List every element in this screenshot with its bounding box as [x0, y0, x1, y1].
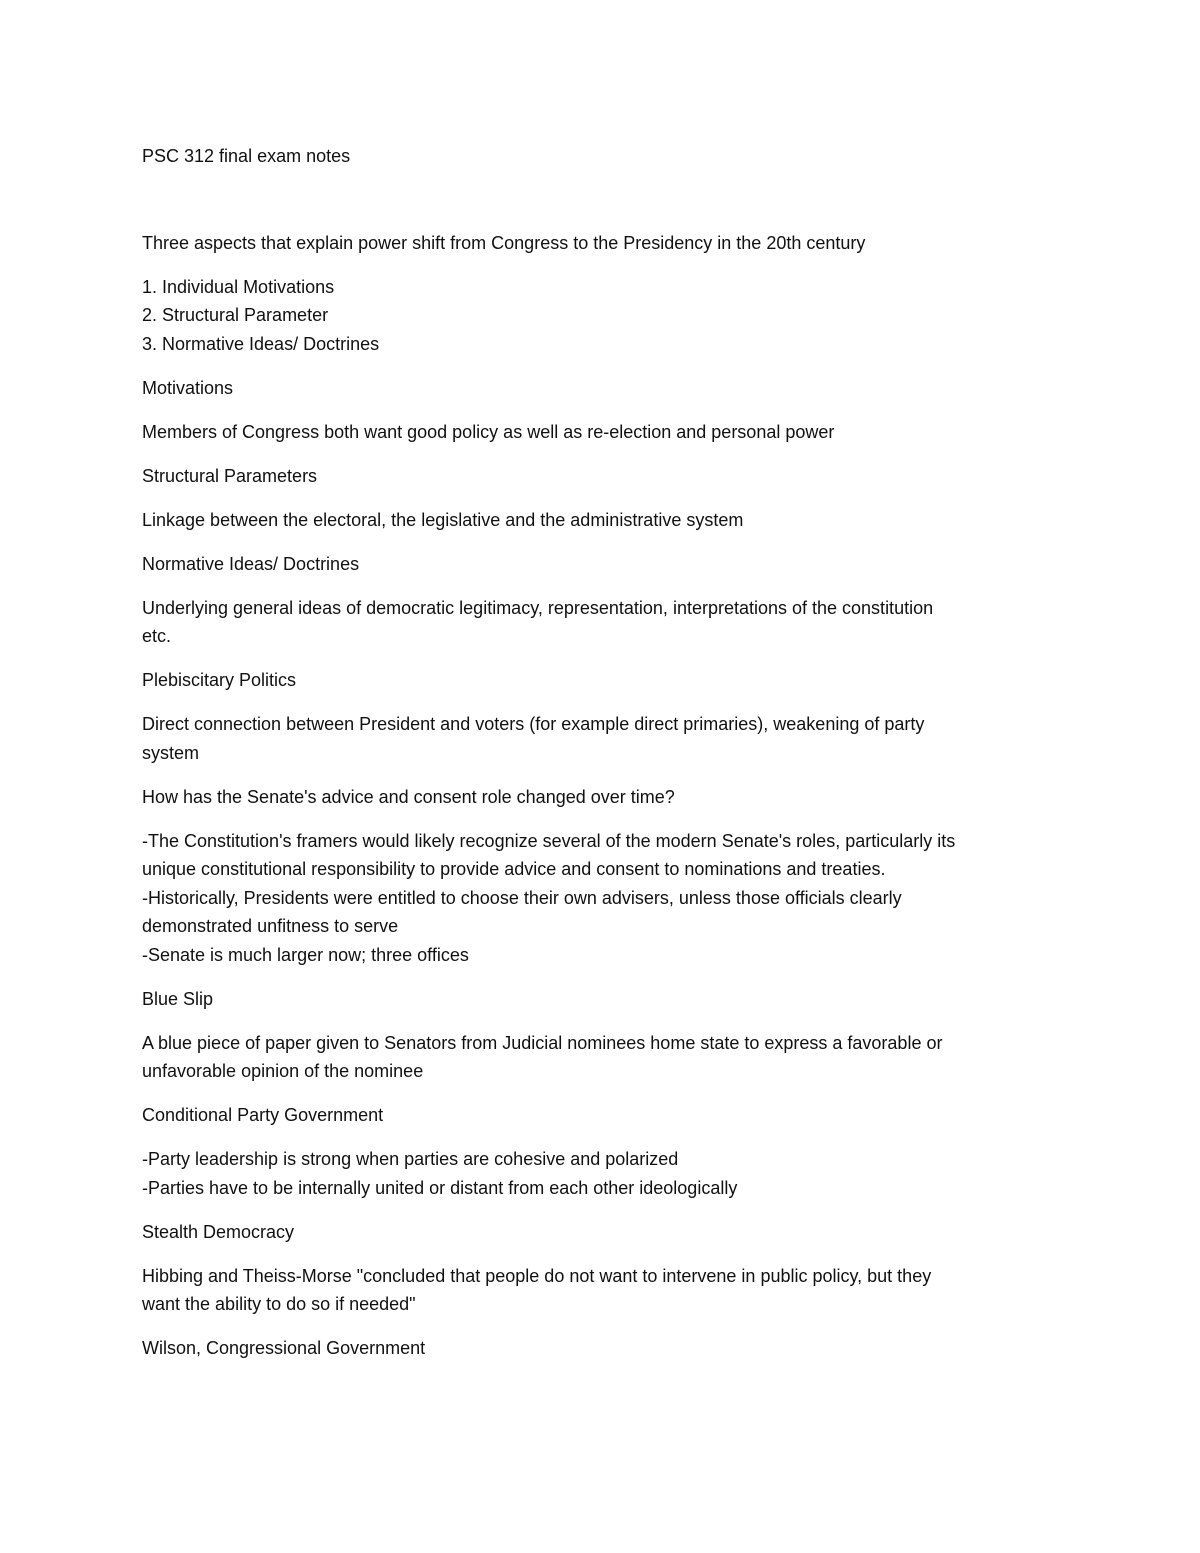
- cpg-heading: Conditional Party Government: [142, 1105, 384, 1125]
- blue-slip-text-line: A blue piece of paper given to Senators from Judicial nominees home state to express a favorable or: [142, 1032, 943, 1053]
- motivations-text: Members of Congress both want good policy as well as re-election and personal power: [142, 421, 835, 442]
- blue-slip-text-line: unfavorable opinion of the nominee: [142, 1061, 424, 1081]
- senate-line: -The Constitution's framers would likely recognize several of the modern Senate's roles, particularly its: [142, 830, 956, 851]
- list-item: 1. Individual Motivations: [142, 276, 335, 297]
- structural-heading: Structural Parameters: [142, 465, 318, 486]
- structural-text: Linkage between the electoral, the legislative and the administrative system: [142, 509, 744, 530]
- plebiscitary-text-line: Direct connection between President and voters (for example direct primaries), weakening of party: [142, 714, 925, 734]
- senate-question: How has the Senate's advice and consent role changed over time?: [142, 786, 675, 807]
- cpg-line: -Party leadership is strong when parties are cohesive and polarized: [142, 1149, 679, 1169]
- senate-line: unique constitutional responsibility to provide advice and consent to nominations and treaties.: [142, 859, 886, 879]
- wilson-heading: Wilson, Congressional Government: [142, 1338, 426, 1358]
- senate-line: demonstrated unfitness to serve: [142, 916, 399, 936]
- normative-text-line: etc.: [142, 626, 172, 646]
- document-body: [142, 142, 1052, 1363]
- stealth-heading: Stealth Democracy: [142, 1221, 295, 1242]
- stealth-text-line: want the ability to do so if needed": [142, 1294, 416, 1314]
- cpg-line: -Parties have to be internally united or distant from each other ideologically: [142, 1177, 738, 1198]
- normative-heading: Normative Ideas/ Doctrines: [142, 553, 360, 574]
- stealth-text-line: Hibbing and Theiss-Morse "concluded that people do not want to intervene in public policy, but they: [142, 1265, 932, 1286]
- list-item: 3. Normative Ideas/ Doctrines: [142, 333, 380, 354]
- senate-line: -Senate is much larger now; three offices: [142, 944, 469, 965]
- motivations-heading: Motivations: [142, 377, 234, 398]
- blue-slip-heading: Blue Slip: [142, 988, 214, 1009]
- senate-line: -Historically, Presidents were entitled to choose their own advisers, unless those officials clearly: [142, 887, 902, 908]
- normative-text-line: Underlying general ideas of democratic legitimacy, representation, interpretations of the constitution: [142, 597, 934, 618]
- intro-text: Three aspects that explain power shift from Congress to the Presidency in the 20th century: [142, 232, 866, 253]
- list-item: 2. Structural Parameter: [142, 305, 329, 325]
- plebiscitary-heading: Plebiscitary Politics: [142, 670, 297, 690]
- document-title: PSC 312 final exam notes: [142, 146, 351, 166]
- plebiscitary-text-line: system: [142, 742, 200, 763]
